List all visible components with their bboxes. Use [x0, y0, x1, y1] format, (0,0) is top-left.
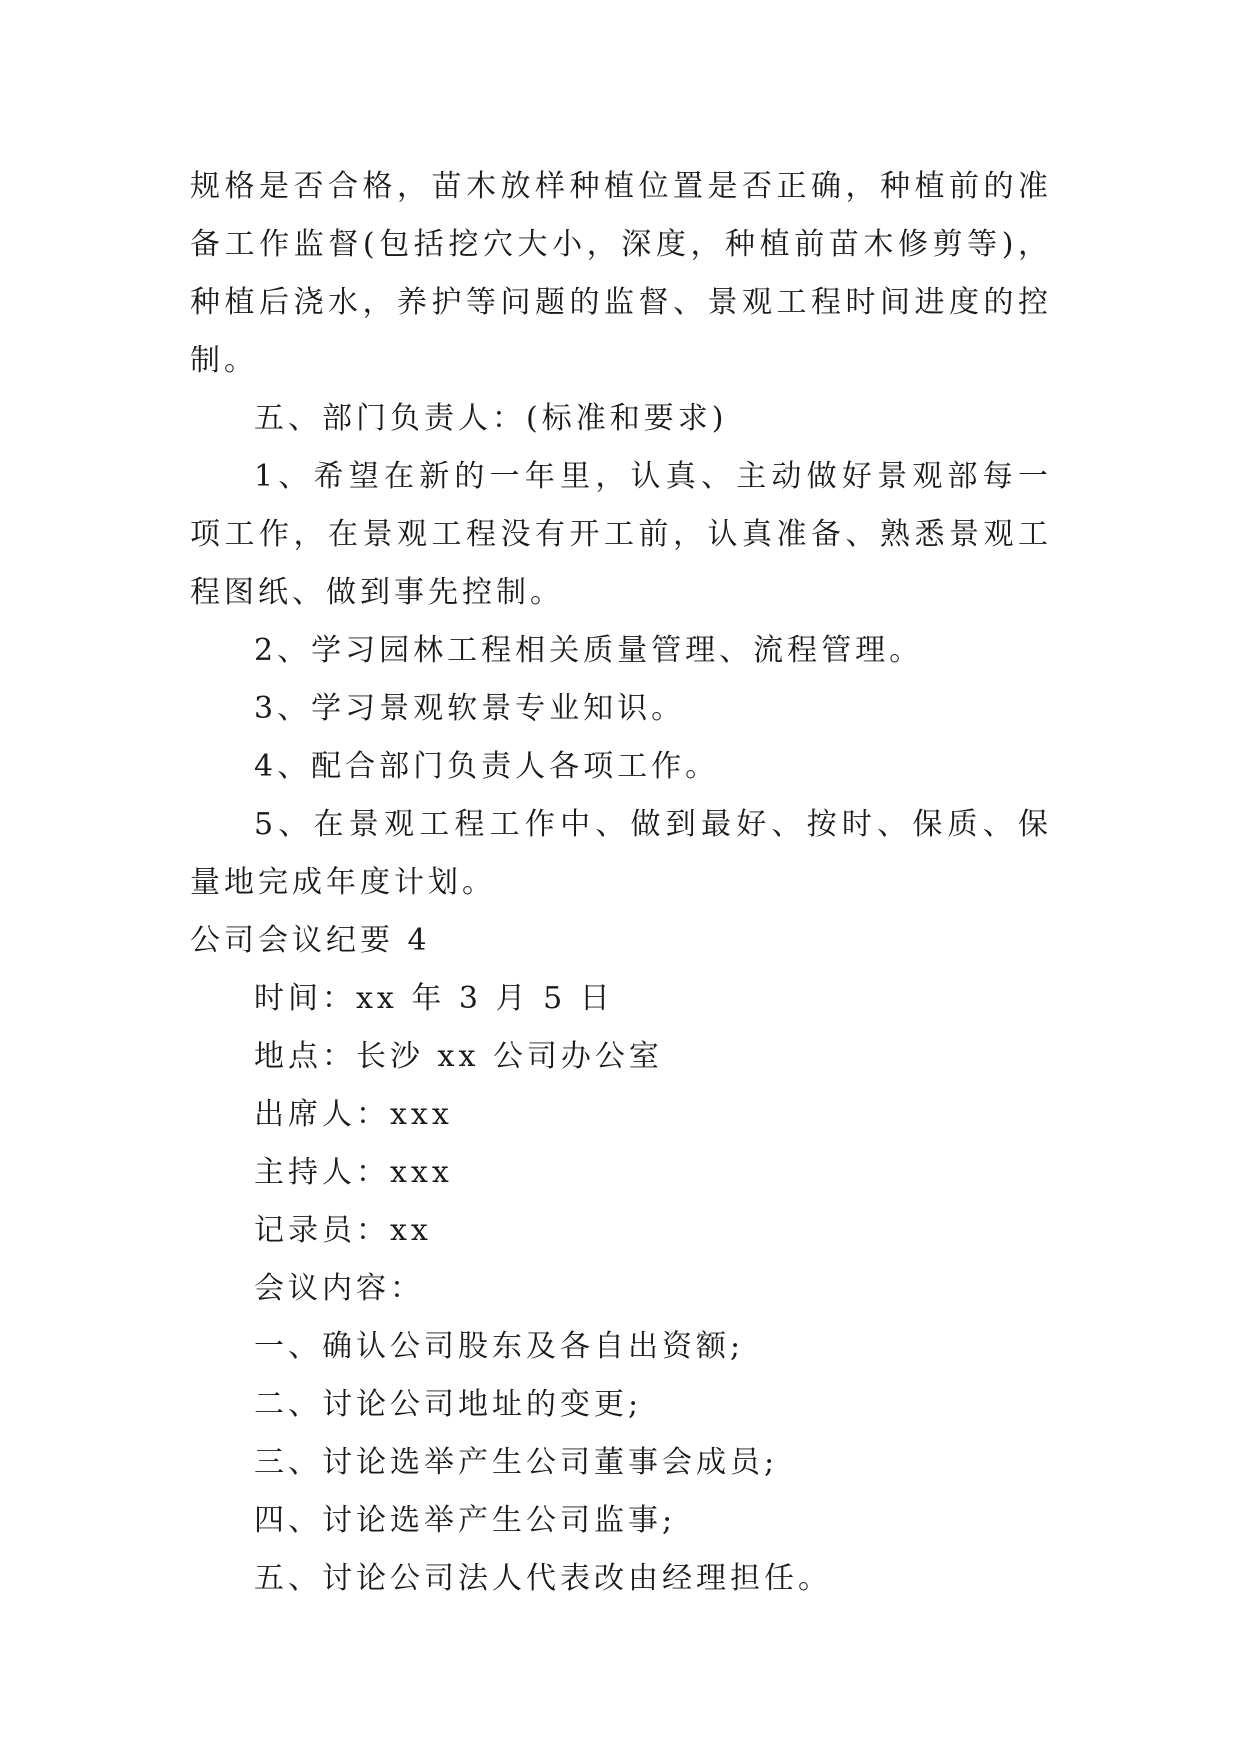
meta-place: 地点：长沙 xx 公司办公室 [254, 1039, 663, 1074]
meta-host: 主持人：xxx [254, 1155, 453, 1190]
section5-item-5: 5、在景观工程工作中、做到最好、按时、保质、保量地完成年度计划。 [190, 807, 1052, 900]
section5-item-1: 1、希望在新的一年里，认真、主动做好景观部每一项工作，在景观工程没有开工前，认真准备、熟悉景观工程图纸、做到事先控制。 [190, 459, 1052, 610]
minutes-title: 公司会议纪要 4 [190, 923, 431, 958]
agenda-item-2: 二、讨论公司地址的变更; [254, 1387, 643, 1422]
agenda-item-5: 五、讨论公司法人代表改由经理担任。 [254, 1561, 832, 1596]
meta-attendees: 出席人：xxx [254, 1097, 453, 1132]
section5-item-4: 4、配合部门负责人各项工作。 [254, 749, 720, 784]
meta-content-label: 会议内容： [254, 1271, 424, 1306]
agenda-item-4: 四、讨论选举产生公司监事; [254, 1503, 677, 1538]
document-body [190, 158, 1052, 1608]
agenda-item-3: 三、讨论选举产生公司董事会成员; [254, 1445, 779, 1480]
meta-time: 时间：xx 年 3 月 5 日 [254, 981, 614, 1016]
meta-recorder: 记录员：xx [254, 1213, 432, 1248]
section5-item-3: 3、学习景观软景专业知识。 [254, 691, 686, 726]
section5-heading: 五、部门负责人：(标准和要求) [254, 401, 728, 436]
continuation-paragraph: 规格是否合格，苗木放样种植位置是否正确，种植前的准备工作监督(包括挖穴大小，深度，种植前苗木修剪等)，种植后浇水，养护等问题的监督、景观工程时间进度的控制。 [190, 169, 1052, 378]
agenda-item-1: 一、确认公司股东及各自出资额; [254, 1329, 745, 1364]
section5-item-2: 2、学习园林工程相关质量管理、流程管理。 [254, 633, 924, 668]
